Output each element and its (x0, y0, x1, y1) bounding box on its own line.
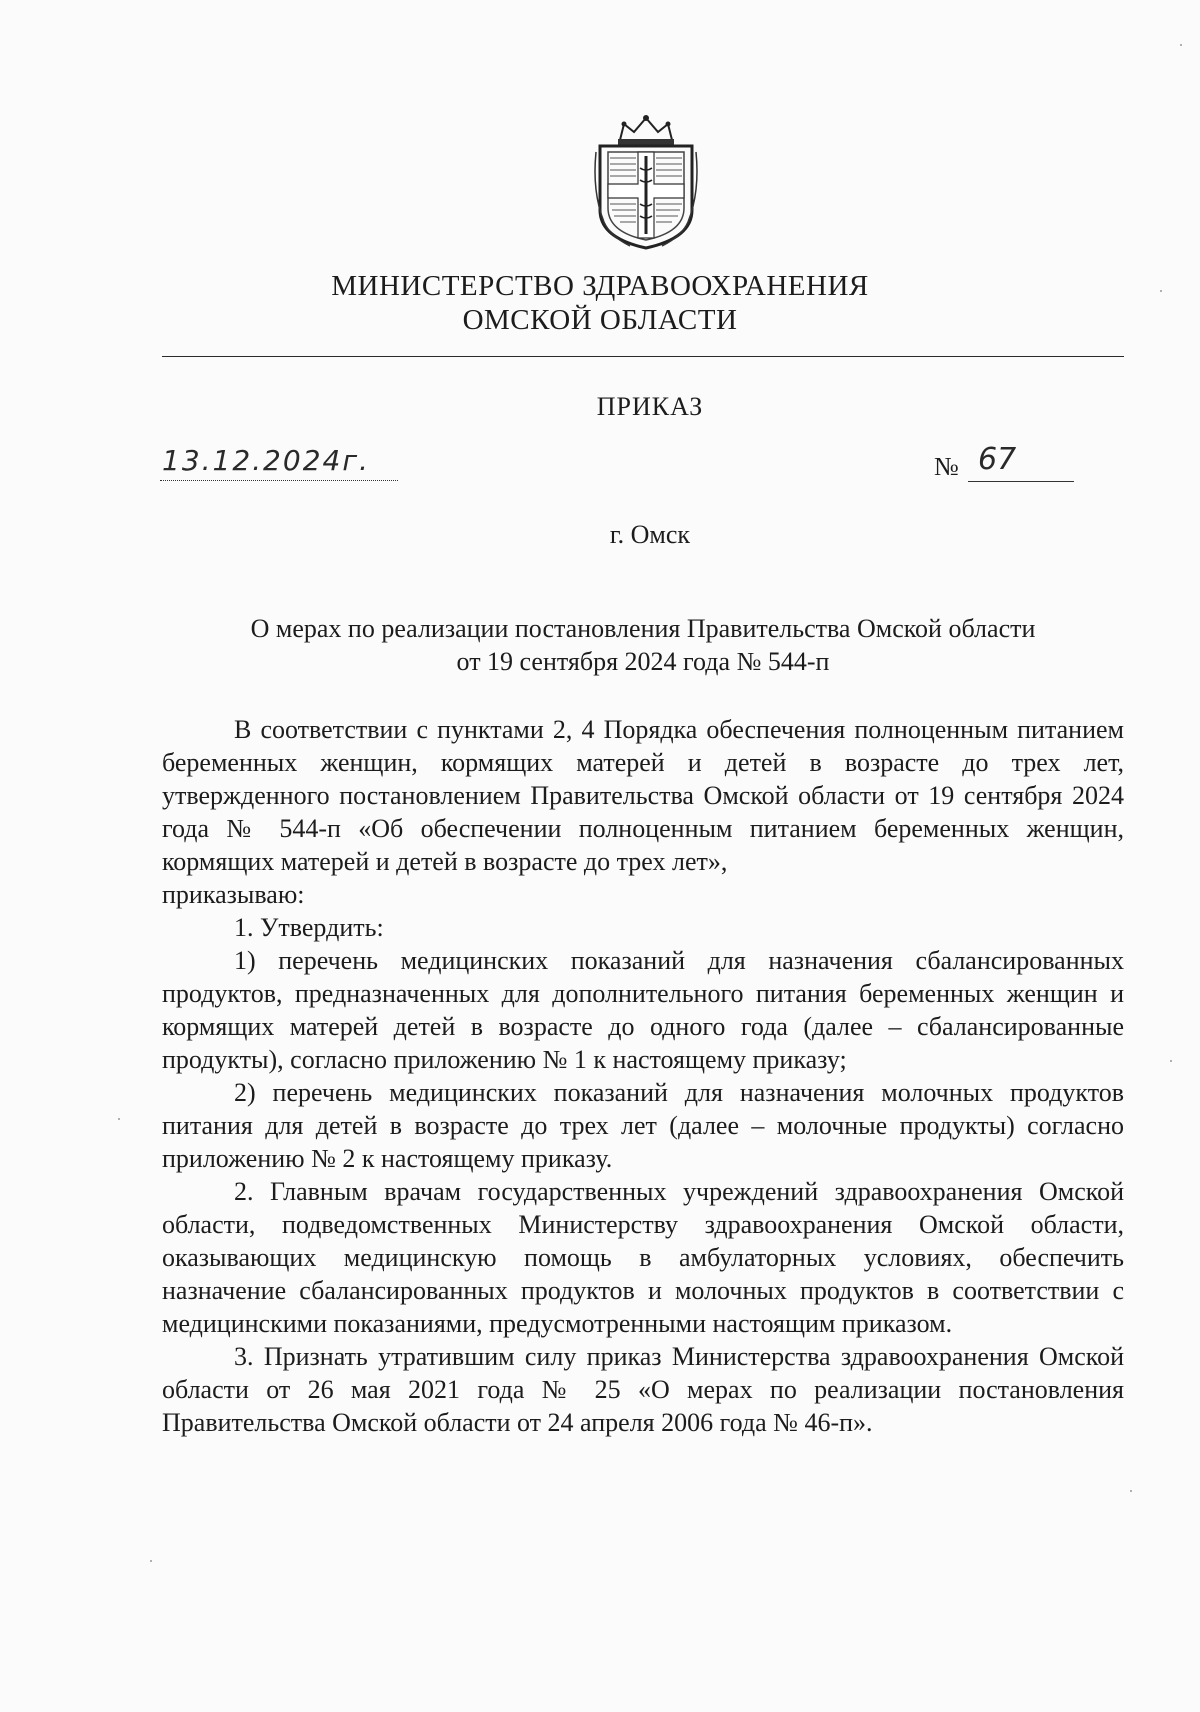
scan-speck (1180, 44, 1182, 46)
preamble-paragraph: В соответствии с пунктами 2, 4 Порядка обеспечения полноценным питанием беременных женщин, кормящих матерей и детей в возрасте до трех лет, утвержденного постановлением Правительства Омской области от 19 сентября 2024 года № 544-п «Об обеспечении полноценным питанием беременных женщин, кормящих матерей и детей в возрасте до трех лет», (162, 715, 1124, 876)
subject-line2: от 19 сентября 2024 года № 544-п (456, 647, 830, 676)
order-subject (162, 612, 1124, 678)
handwritten-date: 13.12.2024г. (162, 444, 370, 477)
item-1: 1. Утвердить: (234, 913, 384, 942)
city: г. Омск (609, 520, 691, 549)
item-2: 2. Главным врачам государственных учреждений здравоохранения Омской области, подведомственных Министерству здравоохранения Омской области, оказывающих медицинскую помощь в амбулаторных условиях, обеспечить назначение сбалансированных продуктов и молочных продуктов в соответствии с медицинскими показаниями, предусмотренными настоящим приказом. (162, 1177, 1124, 1338)
item-3: 3. Признать утратившим силу приказ Министерства здравоохранения Омской области от 26 мая 2021 года № 25 «О мерах по реализации постановления Правительства Омской области от 24 апреля 2006 года № 46-п». (162, 1342, 1124, 1437)
ministry-name-line1: МИНИСТЕРСТВО ЗДРАВООХРАНЕНИЯ (331, 270, 869, 302)
subject-line1: О мерах по реализации постановления Правительства Омской области (250, 614, 1036, 643)
scan-speck (118, 1118, 120, 1120)
scan-speck (1160, 290, 1162, 292)
handwritten-number: 67 (978, 442, 1017, 477)
header-divider (162, 356, 1124, 357)
omsk-oblast-coat-of-arms-icon (590, 112, 702, 252)
order-word: приказываю: (162, 880, 305, 909)
scan-speck (1130, 1490, 1132, 1492)
date-underline (160, 480, 398, 481)
ministry-name-line2: ОМСКОЙ ОБЛАСТИ (462, 304, 738, 336)
date-field (160, 444, 400, 488)
number-underline (968, 481, 1074, 482)
number-label: № (934, 452, 959, 481)
item-1-1: 1) перечень медицинских показаний для назначения сбалансированных продуктов, предназначенных для дополнительного питания беременных женщин и кормящих матерей детей в возрасте до одного года (далее – сбалансированные продукты), согласно приложению № 1 к настоящему приказу; (162, 946, 1124, 1074)
scan-speck (150, 1560, 152, 1562)
order-body (162, 713, 1124, 1439)
item-1-2: 2) перечень медицинских показаний для назначения молочных продуктов питания для детей в возрасте до трех лет (далее – молочные продукты) согласно приложению № 2 к настоящему приказу. (162, 1078, 1124, 1173)
scan-speck (1170, 1060, 1172, 1062)
document-type: ПРИКАЗ (596, 392, 704, 421)
